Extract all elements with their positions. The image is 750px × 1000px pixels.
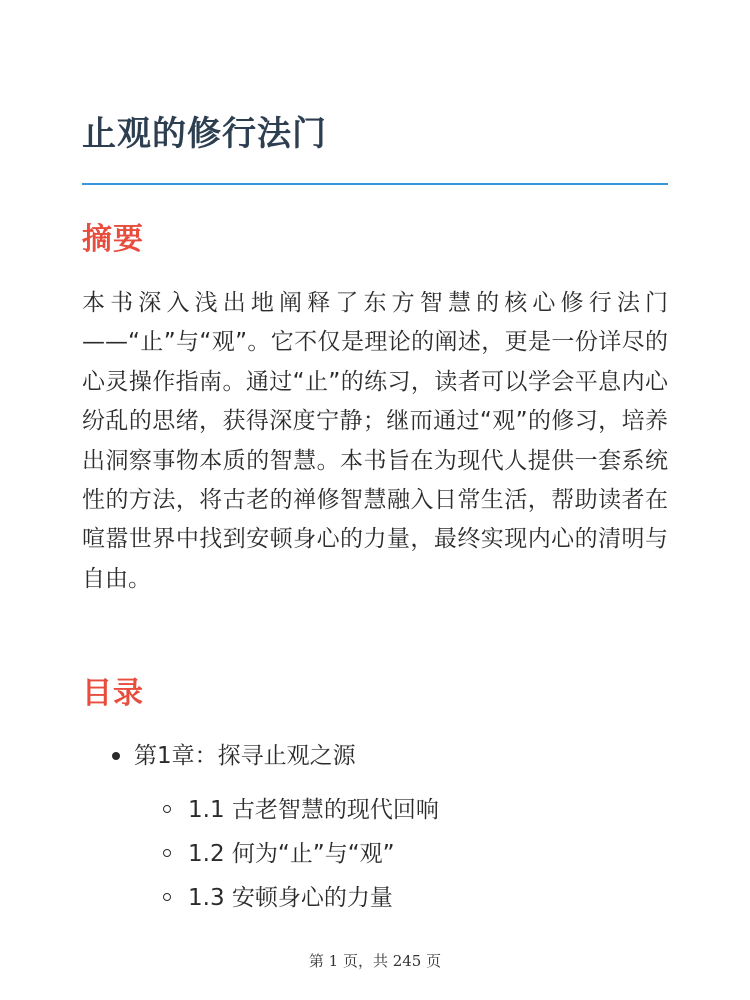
table-of-contents xyxy=(82,734,668,920)
summary-heading: 摘要 xyxy=(82,222,144,257)
toc-section-label: 1.2 何为“止”与“观” xyxy=(188,841,395,867)
bullet-dot-icon xyxy=(112,752,120,760)
summary-paragraph: 本书深入浅出地阐释了东方智慧的核心修行法门——“止”与“观”。它不仅是理论的阐述，更是一份详尽的心灵操作指南。通过“止”的练习，读者可以学会平息内心纷乱的思绪，获得深度宁静；继而通过“观”的修习，培养出洞察事物本质的智慧。本书旨在为现代人提供一套系统性的方法，将古老的禅修智慧融入日常生活，帮助读者在喧嚣世界中找到安顿身心的力量，最终实现内心的清明与自由。 xyxy=(82,290,668,592)
page-number-footer: 第 1 页，共 245 页 xyxy=(308,952,442,970)
toc-chapter-1[interactable] xyxy=(82,734,668,920)
toc-section-label: 1.3 安顿身心的力量 xyxy=(188,885,393,911)
toc-section-label: 1.1 古老智慧的现代回响 xyxy=(188,797,439,823)
title-divider xyxy=(82,183,668,185)
toc-section-1-2[interactable] xyxy=(134,832,668,876)
toc-section-1-1[interactable] xyxy=(134,788,668,832)
bullet-circle-icon xyxy=(163,805,171,813)
bullet-circle-icon xyxy=(163,849,171,857)
document-title: 止观的修行法门 xyxy=(82,114,327,154)
toc-chapter-1-sections xyxy=(134,788,668,920)
bullet-circle-icon xyxy=(163,893,171,901)
toc-heading: 目录 xyxy=(82,676,144,711)
toc-section-1-3[interactable] xyxy=(134,876,668,920)
toc-chapter-label: 第1章：探寻止观之源 xyxy=(134,743,356,769)
